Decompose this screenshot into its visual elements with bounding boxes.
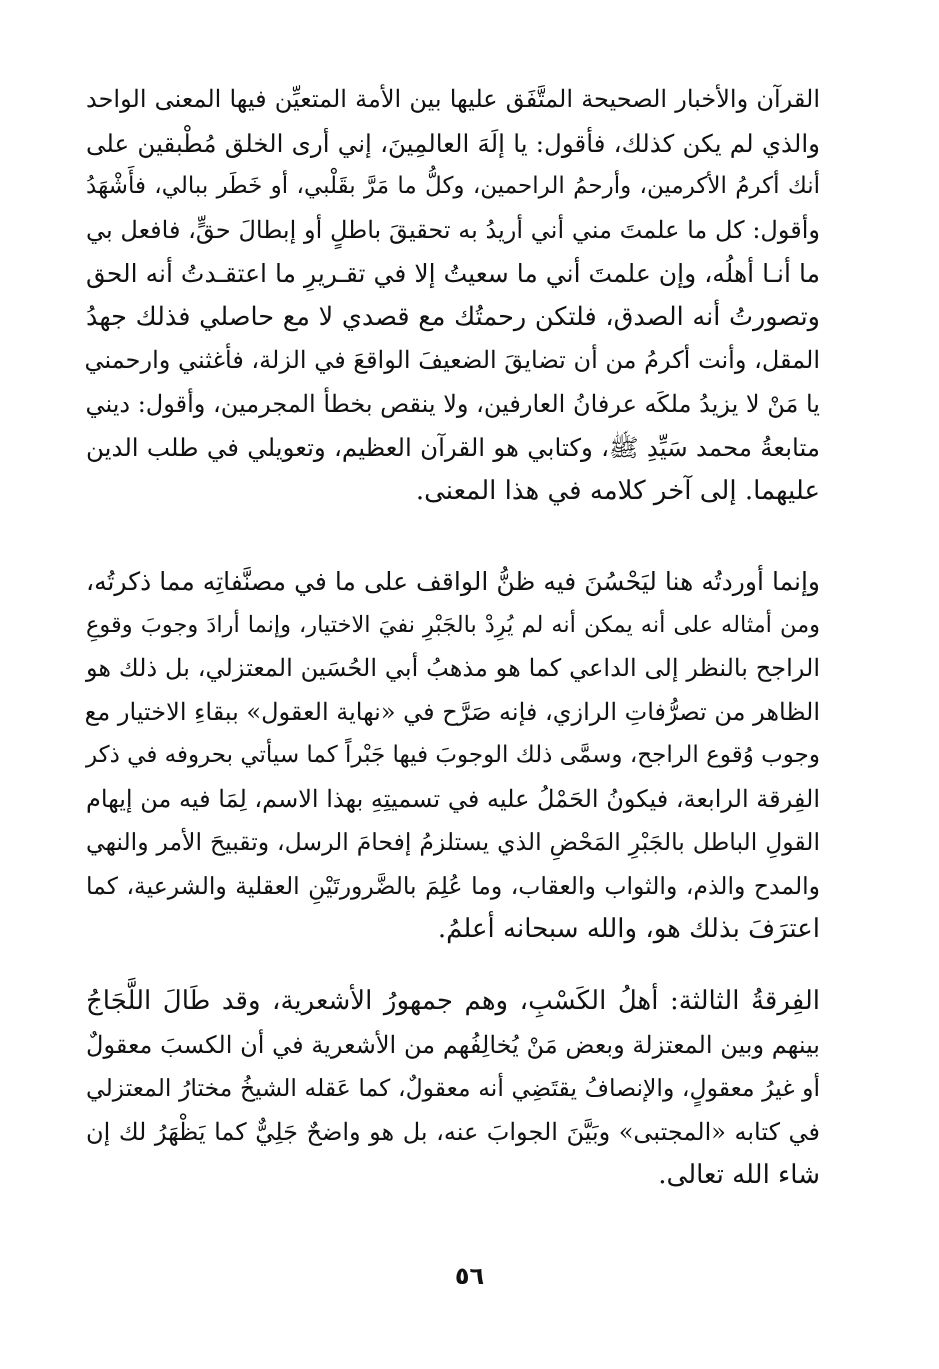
text-line: بينهم وبين المعتزلة وبعض مَنْ يُخالِفُهم من الأشعرية في أن الكسبَ معقولٌ [86,1030,820,1059]
text-line: عليهما. إلى آخر كلامه في هذا المعنى. [415,475,820,506]
text-line: في كتابه «المجتبى» وبَيَّنَ الجوابَ عنه، بل هو واضحٌ جَلِيٌّ كما يَظْهَرُ لك إن [86,1117,820,1146]
text-line: القرآن والأخبار الصحيحة المتَّفَق عليها بين الأمة المتعيِّن فيها المعنى الواحد [86,85,820,113]
text-line: ومن أمثاله على أنه يمكن أنه لم يُرِدْ بالجَبْرِ نفيَ الاختيار، وإنما أرادَ وجوبَ وقوعِ [86,611,820,638]
text-line: يا مَنْ لا يزيدُ ملكَه عرفانُ العارفين، ولا ينقص بخطأ المجرمين، وأقول: ديني [85,389,820,418]
text-line: متابعةُ محمد سَيِّدِ ﷺ، وكتابي هو القرآن العظيم، وتعويلي في طلب الدين [86,433,820,462]
text-line: الراجح بالنظر إلى الداعي كما هو مذهبُ أبي الحُسَين المعتزلي، بل ذلك هو [86,654,820,682]
text-line: الفِرقةُ الثالثة: أهلُ الكَسْبِ، وهم جمهورُ الأشعرية، وقد طَالَ اللَّجَاجُ [86,986,820,1016]
text-line: وجوب وُقوع الراجح، وسمَّى ذلك الوجوبَ فيها جَبْراً كما سيأتي بحروفه في ذكر [85,742,820,768]
text-line: الفِرقة الرابعة، فيكونُ الحَمْلُ عليه في تسميتِهِ بهذا الاسم، لِمَا فيه من إيهام [86,784,820,813]
paragraph-2 [86,560,820,952]
text-line: وأقول: كل ما علمتَ مني أني أريدُ به تحقيقَ باطلٍ أو إبطالَ حقٍّ، فافعل بي [86,215,820,244]
text-line: والذي لم يكن كذلك، فأقول: يا إلَهَ العالمِينَ، إني أرى الخلق مُطْبقين على [86,128,820,158]
text-line: المقل، وأنت أكرمُ من أن تضايقَ الضعيفَ الواقعَ في الزلة، فأغثني وارحمني [84,346,820,374]
text-line: القولِ الباطل بالجَبْرِ المَحْضِ الذي يستلزمُ إفحامَ الرسل، وتقبيحَ الأمر والنهي [86,828,820,856]
paragraph-3 [86,980,820,1198]
paragraph-1 [86,78,820,513]
text-line: والمدح والذم، والثواب والعقاب، وما عُلِمَ بالضَّرورتَيْنِ العقلية والشرعية، كما [86,871,820,900]
text-line: وإنما أوردتُه هنا ليَحْسُنَ فيه ظنُّ الواقف على ما في مصنَّفاتِه مما ذكرتُه، [86,567,820,596]
text-line: ما أنـا أهلُه، وإن علمتَ أني ما سعيتُ إلا في تقـريرِ ما اعتقـدتُ أنه الحق [86,259,820,288]
page-number: ٥٦ [454,1262,485,1290]
text-line: اعترَفَ بذلك هو، والله سبحانه أعلمُ. [437,914,820,944]
text-line: أو غيرُ معقولٍ، والإنصافُ يقتَضِي أنه معقولٌ، كما عَقله الشيخُ مختارُ المعتزلي [86,1074,820,1102]
text-line: أنك أكرمُ الأكرمين، وأرحمُ الراحمين، وكلُّ ما مَرَّ بقَلْبي، أو خَطَر ببالي، فأَشْهَدُ [86,173,820,199]
text-line: الظاهر من تصرُّفاتِ الرازي، فإنه صَرَّح في «نهاية العقول» ببقاءِ الاختيار مع [84,697,820,726]
text-line: وتصورتُ أنه الصدق، فلتكن رحمتُك مع قصدي لا مع حاصلي فذلك جهدُ [86,301,820,332]
text-line: شاء الله تعالى. [658,1160,820,1190]
